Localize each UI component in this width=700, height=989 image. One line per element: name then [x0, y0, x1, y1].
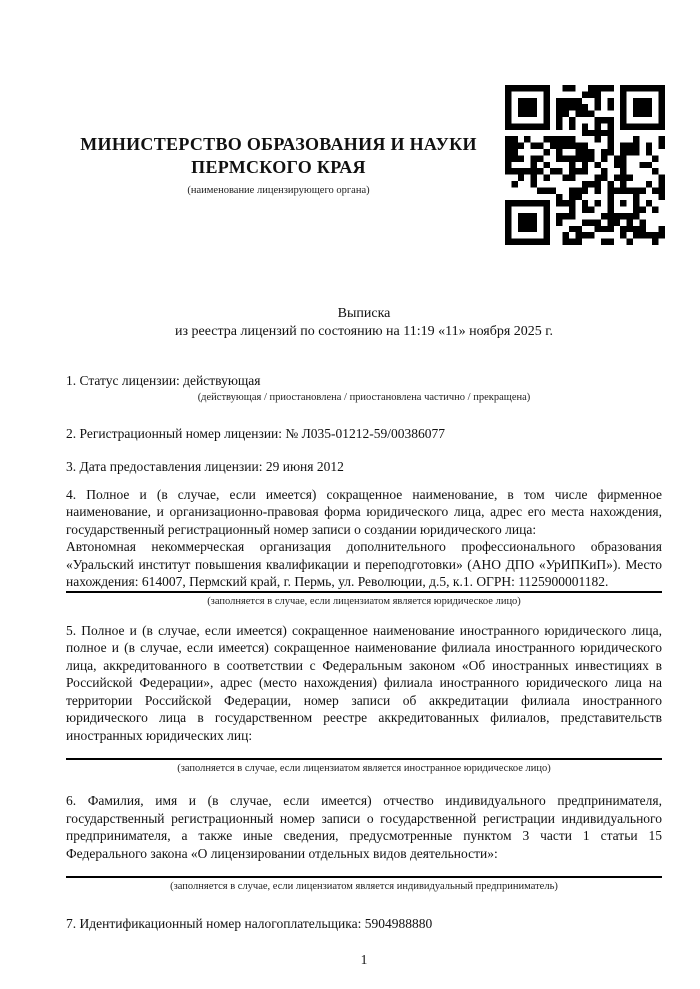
item-taxpayer-number: 7. Идентификационный номер налогоплательщика: 5904988880 [66, 916, 433, 931]
item-foreign-entity-label: 5. Полное и (в случае, если имеется) сокращенное наименование иностранного юридического лица, полное и (в случае, если имеется) сокращенное наименование филиала иностранного юридического лица, аккредитованного в соответствии с Федеральным законом «Об иностранных инвестициях в Российской Федерации», адрес (место нахождения) филиала иностранного юридического лица на территории Российской Федерации, номер записи об аккредитации филиала иностранного юридического лица в государственном реестре аккредитованных филиалов, представительств иностранных юридических лиц: [66, 622, 662, 743]
document-title [66, 305, 662, 340]
entrepreneur-blank-rule [66, 862, 662, 878]
item-grant-date: 3. Дата предоставления лицензии: 29 июня 2012 [66, 459, 344, 474]
foreign-entity-blank-rule [66, 744, 662, 760]
document-header [66, 85, 665, 245]
qr-code [505, 85, 665, 245]
item-legal-entity-value: Автономная некоммерческая организация дополнительного профессионального образования «Уральский институт повышения квалификации и переподготовки» (АНО ДПО «УрИПКиП»). Место нахождения: 614007, Пермский край, г. Пермь, ул. Революции, д.5, к.1. ОГРН: 1125900001182. [66, 539, 662, 589]
item-foreign-entity-caption: (заполняется в случае, если лицензиатом является иностранное юридическое лицо) [177, 763, 551, 774]
document-title-line1: Выписка [337, 306, 391, 321]
item-foreign-entity-block [66, 622, 662, 761]
item-legal-entity-caption: (заполняется в случае, если лицензиатом является юридическое лицо) [207, 595, 521, 607]
item-license-status-caption: (действующая / приостановлена / приостановлена частично / прекращена) [197, 391, 531, 403]
item-entrepreneur-label: 6. Фамилия, имя и (в случае, если имеется) отчество индивидуального предпринимателя, государственный регистрационный номер записи о государственной регистрации индивидуального предпринимателя, а также иные сведения, предусмотренные пунктом 3 части 1 статьи 15 Федерального закона «О лицензировании отдельных видов деятельности»: [66, 793, 662, 861]
licensing-authority-block [66, 85, 505, 245]
document-title-line2: из реестра лицензий по состоянию на 11:19 «11» ноября 2025 г. [175, 323, 553, 339]
licensing-authority-caption: (наименование лицензирующего органа) [187, 185, 370, 196]
ministry-name-line2: ПЕРМСКОГО КРАЯ [191, 157, 366, 177]
item-legal-entity-block [66, 486, 662, 593]
item-entrepreneur-caption: (заполняется в случае, если лицензиатом является индивидуальный предприниматель) [170, 881, 558, 892]
item-license-status: 1. Статус лицензии: действующая [66, 373, 261, 388]
document-body [66, 372, 662, 968]
item-registration-number: 2. Регистрационный номер лицензии: № Л035-01212-59/00386077 [66, 425, 446, 441]
page-number: 1 [360, 951, 368, 967]
item-entrepreneur-block [66, 792, 662, 878]
ministry-name-line1: МИНИСТЕРСТВО ОБРАЗОВАНИЯ И НАУКИ [80, 134, 477, 154]
item-legal-entity-label: 4. Полное и (в случае, если имеется) сокращенное наименование, в том числе фирменное наименование, и организационно-правовая форма юридического лица, адрес его места нахождения, государственный регистрационный номер записи о создании юридического лица: [66, 486, 662, 537]
